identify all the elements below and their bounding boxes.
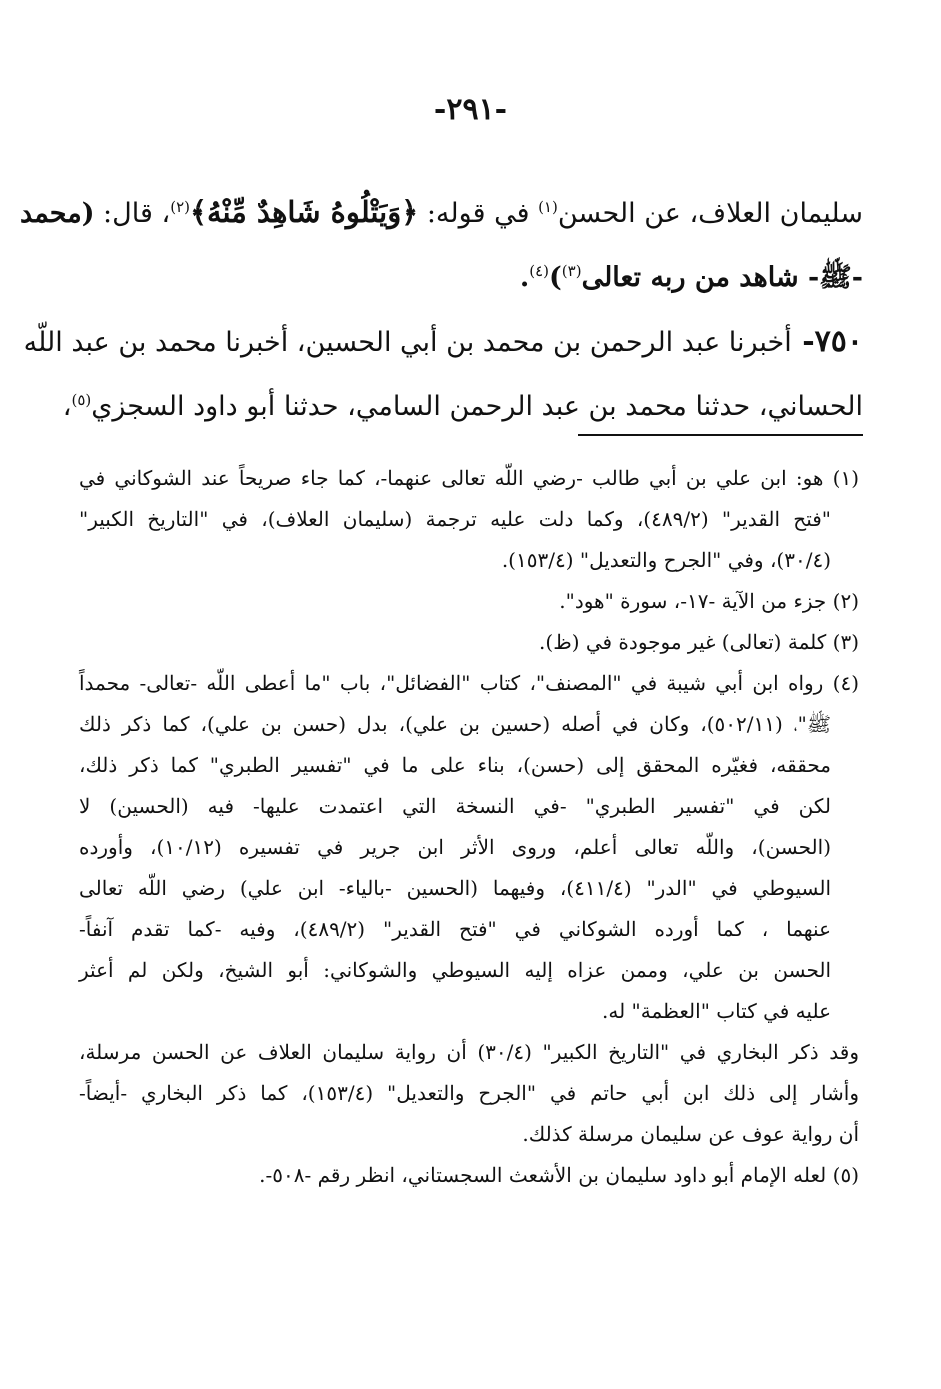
footnote-divider [578, 434, 863, 436]
main-line-1-middle: في قوله: [418, 198, 539, 229]
quote-text: -ﷺ- شاهد من ربه تعالى [581, 262, 863, 293]
footnote-4-cont-line-1: وقد ذكر البخاري في "التاريخ الكبير" (٣٠/٤) أن رواية سليمان العلاف عن الحسن مرسلة، [79, 1040, 859, 1064]
footnote-4-cont-line-3: أن رواية عوف عن سليمان مرسلة كذلك. [522, 1122, 859, 1146]
main-line-3 [23, 310, 863, 375]
footnote-4-line-7: عنهما ، كما أورده الشوكاني في "فتح القدير" (٤٨٩/٢)، وفيه -كما تقدم آنفاً- [79, 917, 831, 941]
footnote-1-line-2: "فتح القدير" (٤٨٩/٢)، وكما دلت عليه ترجمة (سليمان العلاف)، في "التاريخ الكبير" [79, 507, 831, 531]
footnote-2: (٢) جزء من الآية -١٧-، سورة "هود". [559, 589, 859, 613]
main-line-4-end: ، [62, 391, 72, 422]
footnote-3: (٣) كلمة (تعالى) غير موجودة في (ظ). [539, 630, 859, 654]
footnote-ref-4: (٤) [529, 262, 549, 280]
footnote-ref-5: (٥) [71, 391, 92, 409]
hadith-dash: - [791, 324, 815, 359]
hadith-number: ٧٥٠ [814, 324, 863, 359]
footnote-4-line-9: عليه في كتاب "العظمة" له. [601, 999, 831, 1023]
footnote-ref-2: (٢) [170, 198, 190, 216]
main-line-4 [62, 375, 863, 439]
main-line-2 [75, 246, 863, 310]
footnote-4-line-5: (الحسن)، واللّه تعالى أعلم، وروى الأثر ابن جرير في تفسيره (١٠/١٢)، وأورده [79, 835, 831, 859]
footnote-1-line-3: (٣٠/٤)، وفي "الجرح والتعديل" (١٥٣/٤). [501, 548, 831, 572]
footnote-ref-3: (٣) [561, 262, 582, 280]
quote-start: (محمد [20, 198, 95, 229]
footnote-4-line-3: محققه، فغيّره المحقق إلى (حسن)، بناء على ما في "تفسير الطبري" كما ذكر ذلك، [79, 753, 831, 777]
page-number: -٢٩١- [433, 92, 508, 127]
footnote-4-line-4: لكن في "تفسير الطبري" -في النسخة التي اعتمدت عليها- فيه (الحسين) لا [79, 794, 831, 818]
footnote-1-line-1: (١) هو: ابن علي بن أبي طالب -رضي اللّه تعالى عنهما-، كما جاء صريحاً عند الشوكاني في [79, 466, 859, 490]
footnote-ref-1: (١) [538, 198, 558, 216]
main-line-3-text: أخبرنا عبد الرحمن بن محمد بن أبي الحسين، أخبرنا محمد بن عبد اللّه [23, 327, 792, 358]
main-line-1 [20, 180, 863, 246]
main-line-4-text: الحساني، حدثنا محمد بن عبد الرحمن السامي، حدثنا أبو داود السجزي [91, 391, 863, 422]
main-line-1-prefix: سليمان العلاف، عن الحسن [557, 198, 863, 229]
quote-end: . [519, 262, 530, 293]
footnote-4-line-1: (٤) رواه ابن أبي شيبة في "المصنف"، كتاب "الفضائل"، باب "ما أعطى اللّه -تعالى- محمداً [79, 671, 859, 695]
footnote-4-line-2: ﷺ"، (٥٠٢/١١)، وكان في أصله (حسين بن علي)، بدل (حسن بن علي)، كما ذكر ذلك [79, 712, 831, 736]
footnote-4-line-6: السيوطي في "الدر" (٤١١/٤)، وفيهما (الحسين -بالياء- ابن علي) رضي اللّه تعالى [79, 876, 832, 900]
footnote-5: (٥) لعله الإمام أبو داود سليمان بن الأشعث السجستاني، انظر رقم -٥٠٨-. [259, 1163, 859, 1187]
main-line-1-after: ، قال: [94, 198, 171, 229]
footnote-4-cont-line-2: وأشار إلى ذلك ابن أبي حاتم في "الجرح والتعديل" (١٥٣/٤)، كما ذكر البخاري -أيضاً- [79, 1081, 860, 1105]
main-text [20, 180, 863, 439]
footnote-4-line-8: الحسن بن علي، وممن عزاه إليه السيوطي والشوكاني: أبو الشيخ، ولكن لم أعثر [79, 958, 831, 982]
quran-verse: ﴿وَيَتْلُوهُ شَاهِدٌ مِّنْهُ﴾ [189, 195, 419, 229]
footnotes [79, 458, 859, 1196]
quote-close: ) [549, 262, 562, 293]
